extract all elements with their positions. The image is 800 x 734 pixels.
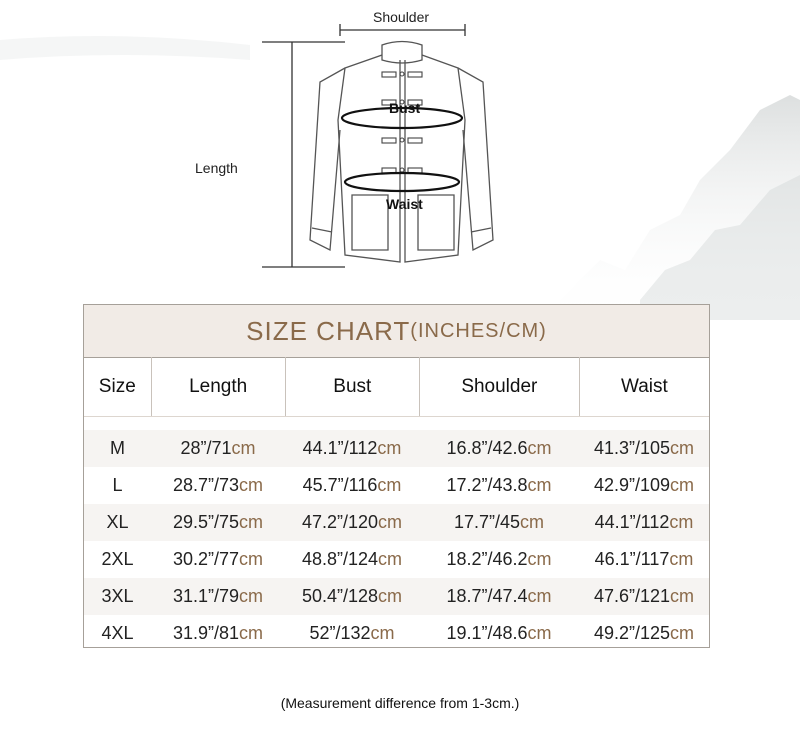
cell-length xyxy=(151,623,285,644)
cell-length-value: 28”/71 xyxy=(180,438,232,458)
cell-waist xyxy=(579,512,709,533)
cell-waist xyxy=(579,438,709,459)
cell-unit-cm: cm xyxy=(527,549,552,569)
cell-size-value: L xyxy=(112,475,123,495)
cell-length xyxy=(151,438,285,459)
cell-waist xyxy=(579,549,709,570)
cell-bust-value: 48.8”/124 xyxy=(301,549,379,569)
cell-unit-cm: cm xyxy=(239,586,264,606)
cell-unit-cm: cm xyxy=(669,512,694,532)
cell-bust xyxy=(285,549,419,570)
cell-size xyxy=(84,475,151,496)
column-divider xyxy=(419,357,420,415)
cell-size-value: 3XL xyxy=(101,586,134,606)
cell-unit-cm: cm xyxy=(377,438,402,458)
jacket-outline-illustration xyxy=(0,0,800,300)
cell-waist-value: 41.3”/105 xyxy=(593,438,671,458)
column-divider xyxy=(285,357,286,415)
cell-waist-value: 46.1”/117 xyxy=(594,549,670,569)
column-divider xyxy=(151,357,152,415)
cell-bust-value: 47.2”/120 xyxy=(301,512,379,532)
cell-waist xyxy=(579,623,709,644)
size-chart-title-unit: (INCHES/CM) xyxy=(410,319,547,342)
header-size: Size xyxy=(84,358,152,416)
cell-shoulder xyxy=(419,512,579,533)
cell-length-value: 31.1”/79 xyxy=(172,586,240,606)
cell-shoulder-value: 18.7”/47.4 xyxy=(446,586,528,606)
table-row xyxy=(84,430,709,467)
size-chart-title-main: SIZE CHART xyxy=(246,315,411,346)
cell-shoulder xyxy=(419,549,579,570)
cell-length-value: 30.2”/77 xyxy=(172,549,240,569)
cell-size-value: M xyxy=(110,438,125,458)
table-row xyxy=(84,615,709,652)
length-label: Length xyxy=(195,160,238,176)
cell-unit-cm: cm xyxy=(231,438,256,458)
table-header-row xyxy=(84,358,709,417)
cell-unit-cm: cm xyxy=(378,512,403,532)
cell-unit-cm: cm xyxy=(670,475,695,495)
shoulder-label: Shoulder xyxy=(373,9,430,25)
cell-size-value: 2XL xyxy=(101,549,134,569)
cell-unit-cm: cm xyxy=(378,586,403,606)
cell-bust xyxy=(285,438,419,459)
cell-size xyxy=(84,549,151,570)
header-shoulder: Shoulder xyxy=(420,358,580,416)
size-chart-table xyxy=(83,304,710,648)
cell-waist-value: 42.9”/109 xyxy=(593,475,671,495)
cell-shoulder-value: 17.7”/45 xyxy=(453,512,521,532)
cell-length xyxy=(151,512,285,533)
cell-unit-cm: cm xyxy=(670,586,695,606)
cell-bust xyxy=(285,623,419,644)
cell-unit-cm: cm xyxy=(370,623,395,643)
cell-unit-cm: cm xyxy=(520,512,545,532)
table-body xyxy=(84,416,709,652)
cell-bust xyxy=(285,586,419,607)
cell-length xyxy=(151,586,285,607)
cell-shoulder-value: 16.8”/42.6 xyxy=(446,438,528,458)
cell-bust-value: 44.1”/112 xyxy=(302,438,378,458)
size-chart-title xyxy=(84,305,709,358)
cell-shoulder xyxy=(419,623,579,644)
table-spacer xyxy=(84,416,709,430)
cell-unit-cm: cm xyxy=(378,549,403,569)
cell-shoulder xyxy=(419,586,579,607)
cell-length xyxy=(151,475,285,496)
cell-bust-value: 50.4”/128 xyxy=(301,586,379,606)
cell-unit-cm: cm xyxy=(239,623,264,643)
cell-length-value: 29.5”/75 xyxy=(172,512,240,532)
cell-shoulder xyxy=(419,475,579,496)
cell-size xyxy=(84,512,151,533)
cell-unit-cm: cm xyxy=(527,475,552,495)
cell-shoulder-value: 18.2”/46.2 xyxy=(446,549,528,569)
cell-unit-cm: cm xyxy=(527,438,552,458)
column-divider xyxy=(579,357,580,415)
cell-unit-cm: cm xyxy=(670,623,695,643)
cell-unit-cm: cm xyxy=(377,475,402,495)
cell-unit-cm: cm xyxy=(670,438,695,458)
cell-size-value: 4XL xyxy=(101,623,134,643)
jacket-diagram xyxy=(0,0,800,300)
table-row xyxy=(84,504,709,541)
cell-size xyxy=(84,438,151,459)
cell-waist-value: 44.1”/112 xyxy=(594,512,670,532)
cell-shoulder-value: 19.1”/48.6 xyxy=(446,623,528,643)
cell-unit-cm: cm xyxy=(239,475,264,495)
cell-waist xyxy=(579,475,709,496)
cell-length-value: 28.7”/73 xyxy=(172,475,240,495)
cell-size xyxy=(84,586,151,607)
cell-waist xyxy=(579,586,709,607)
cell-unit-cm: cm xyxy=(239,549,264,569)
cell-length-value: 31.9”/81 xyxy=(172,623,240,643)
table-row xyxy=(84,467,709,504)
cell-unit-cm: cm xyxy=(527,623,552,643)
cell-size-value: XL xyxy=(106,512,129,532)
cell-unit-cm: cm xyxy=(239,512,264,532)
cell-unit-cm: cm xyxy=(527,586,552,606)
header-length: Length xyxy=(152,358,286,416)
cell-bust xyxy=(285,512,419,533)
cell-waist-value: 49.2”/125 xyxy=(593,623,671,643)
cell-unit-cm: cm xyxy=(669,549,694,569)
table-row xyxy=(84,541,709,578)
cell-length xyxy=(151,549,285,570)
cell-shoulder-value: 17.2”/43.8 xyxy=(446,475,528,495)
cell-bust-value: 52”/132 xyxy=(309,623,371,643)
header-bust: Bust xyxy=(286,358,420,416)
cell-shoulder xyxy=(419,438,579,459)
cell-size xyxy=(84,623,151,644)
waist-label: Waist xyxy=(386,196,423,212)
cell-bust xyxy=(285,475,419,496)
cell-waist-value: 47.6”/121 xyxy=(593,586,671,606)
table-row xyxy=(84,578,709,615)
header-waist: Waist xyxy=(621,376,668,397)
measurement-note: (Measurement difference from 1-3cm.) xyxy=(280,695,520,711)
bust-label: Bust xyxy=(389,100,421,116)
cell-bust-value: 45.7”/116 xyxy=(302,475,378,495)
